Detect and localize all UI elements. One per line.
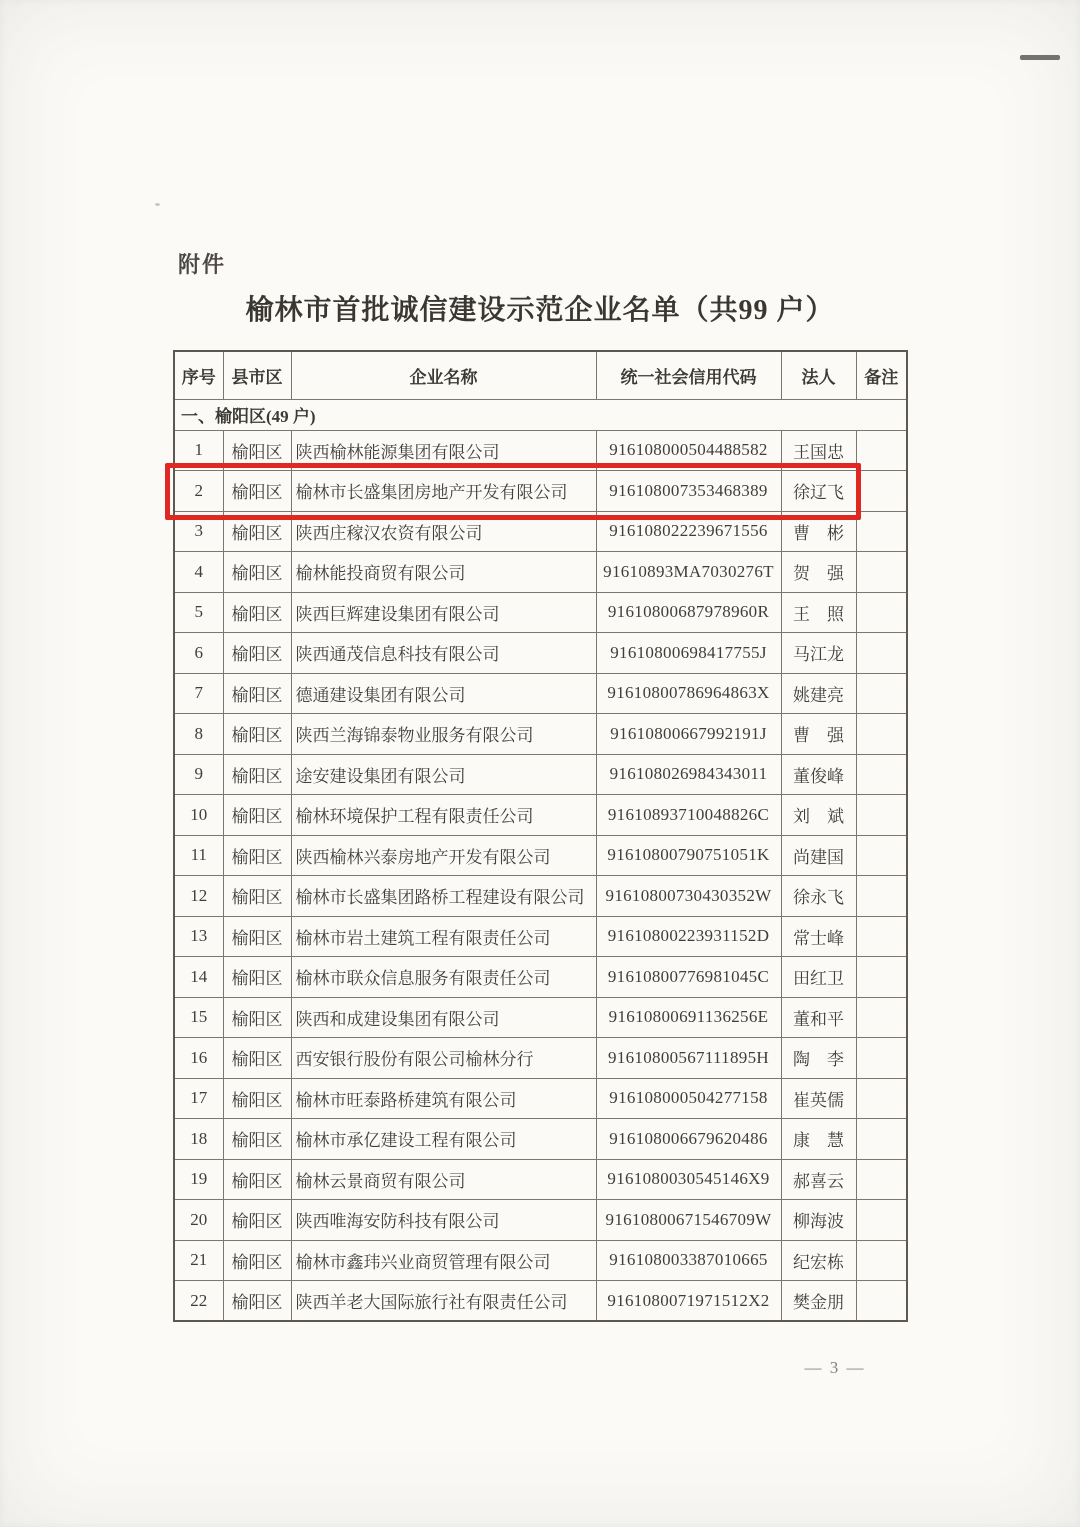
- cell-remark: [856, 957, 907, 998]
- cell-no: 8: [174, 714, 223, 755]
- cell-district: 榆阳区: [223, 1240, 291, 1281]
- cell-no: 7: [174, 673, 223, 714]
- cell-code: 91610800776981045C: [596, 957, 781, 998]
- cell-legal: 柳海波: [781, 1200, 856, 1241]
- cell-district: 榆阳区: [223, 957, 291, 998]
- cell-company: 德通建设集团有限公司: [291, 673, 596, 714]
- cell-remark: [856, 1078, 907, 1119]
- cell-code: 91610800687978960R: [596, 592, 781, 633]
- table-row: [174, 1281, 907, 1322]
- cell-district: 榆阳区: [223, 1281, 291, 1322]
- table-row: [174, 1240, 907, 1281]
- column-header-district: 县市区: [223, 351, 291, 399]
- cell-legal: 尚建国: [781, 835, 856, 876]
- table-row: [174, 997, 907, 1038]
- cell-district: 榆阳区: [223, 876, 291, 917]
- cell-district: 榆阳区: [223, 1078, 291, 1119]
- cell-district: 榆阳区: [223, 673, 291, 714]
- cell-code: 91610800223931152D: [596, 916, 781, 957]
- cell-code: 91610800671546709W: [596, 1200, 781, 1241]
- cell-district: 榆阳区: [223, 1159, 291, 1200]
- table-row: [174, 876, 907, 917]
- cell-code: 91610800730430352W: [596, 876, 781, 917]
- cell-remark: [856, 552, 907, 593]
- section-header-label: 一、榆阳区(49 户): [174, 399, 907, 430]
- cell-district: 榆阳区: [223, 754, 291, 795]
- cell-remark: [856, 430, 907, 471]
- cell-legal: 徐辽飞: [781, 471, 856, 512]
- cell-company: 西安银行股份有限公司榆林分行: [291, 1038, 596, 1079]
- cell-remark: [856, 835, 907, 876]
- cell-legal: 王国忠: [781, 430, 856, 471]
- cell-district: 榆阳区: [223, 592, 291, 633]
- page-number: — 3 —: [804, 1358, 866, 1377]
- cell-remark: [856, 633, 907, 674]
- table-row: [174, 511, 907, 552]
- cell-district: 榆阳区: [223, 997, 291, 1038]
- cell-remark: [856, 876, 907, 917]
- cell-no: 3: [174, 511, 223, 552]
- cell-legal: 王 照: [781, 592, 856, 633]
- cell-company: 陕西和成建设集团有限公司: [291, 997, 596, 1038]
- cell-legal: 纪宏栋: [781, 1240, 856, 1281]
- cell-no: 16: [174, 1038, 223, 1079]
- cell-district: 榆阳区: [223, 552, 291, 593]
- cell-district: 榆阳区: [223, 633, 291, 674]
- cell-company: 榆林云景商贸有限公司: [291, 1159, 596, 1200]
- cell-code: 916108022239671556: [596, 511, 781, 552]
- table-row: [174, 471, 907, 512]
- cell-no: 14: [174, 957, 223, 998]
- cell-code: 91610893710048826C: [596, 795, 781, 836]
- cell-district: 榆阳区: [223, 471, 291, 512]
- table-row: [174, 1200, 907, 1241]
- cell-no: 11: [174, 835, 223, 876]
- cell-code: 916108007353468389: [596, 471, 781, 512]
- cell-code: 916108000504277158: [596, 1078, 781, 1119]
- cell-no: 22: [174, 1281, 223, 1322]
- cell-district: 榆阳区: [223, 714, 291, 755]
- cell-remark: [856, 916, 907, 957]
- cell-company: 榆林能投商贸有限公司: [291, 552, 596, 593]
- cell-no: 21: [174, 1240, 223, 1281]
- cell-no: 10: [174, 795, 223, 836]
- column-header-remark: 备注: [856, 351, 907, 399]
- cell-district: 榆阳区: [223, 795, 291, 836]
- cell-company: 陕西羊老大国际旅行社有限责任公司: [291, 1281, 596, 1322]
- cell-remark: [856, 1159, 907, 1200]
- cell-company: 榆林市岩土建筑工程有限责任公司: [291, 916, 596, 957]
- cell-company: 榆林市鑫玮兴业商贸管理有限公司: [291, 1240, 596, 1281]
- cell-code: 91610800790751051K: [596, 835, 781, 876]
- cell-legal: 田红卫: [781, 957, 856, 998]
- cell-no: 12: [174, 876, 223, 917]
- cell-no: 2: [174, 471, 223, 512]
- cell-district: 榆阳区: [223, 835, 291, 876]
- cell-legal: 董和平: [781, 997, 856, 1038]
- cell-district: 榆阳区: [223, 1119, 291, 1160]
- page-title: 榆林市首批诚信建设示范企业名单（共99 户）: [245, 295, 835, 326]
- cell-legal: 陶 李: [781, 1038, 856, 1079]
- cell-company: 陕西兰海锦泰物业服务有限公司: [291, 714, 596, 755]
- cell-remark: [856, 471, 907, 512]
- cell-company: 陕西庄稼汉农资有限公司: [291, 511, 596, 552]
- table-row: [174, 1119, 907, 1160]
- cell-code: 91610800698417755J: [596, 633, 781, 674]
- cell-company: 榆林市长盛集团路桥工程建设有限公司: [291, 876, 596, 917]
- cell-remark: [856, 1200, 907, 1241]
- attachment-label: 附件: [178, 252, 227, 277]
- scan-artifact: [155, 203, 160, 206]
- table-header-row: [174, 351, 907, 399]
- cell-code: 916108000504488582: [596, 430, 781, 471]
- cell-code: 9161080030545146X9: [596, 1159, 781, 1200]
- cell-remark: [856, 795, 907, 836]
- cell-legal: 曹 强: [781, 714, 856, 755]
- cell-remark: [856, 592, 907, 633]
- cell-code: 916108026984343011: [596, 754, 781, 795]
- cell-remark: [856, 754, 907, 795]
- table-row: [174, 1078, 907, 1119]
- cell-company: 途安建设集团有限公司: [291, 754, 596, 795]
- cell-remark: [856, 1281, 907, 1322]
- cell-code: 916108006679620486: [596, 1119, 781, 1160]
- cell-legal: 康 慧: [781, 1119, 856, 1160]
- cell-no: 19: [174, 1159, 223, 1200]
- cell-no: 6: [174, 633, 223, 674]
- cell-no: 13: [174, 916, 223, 957]
- cell-code: 91610893MA7030276T: [596, 552, 781, 593]
- table-row: [174, 714, 907, 755]
- cell-legal: 崔英儒: [781, 1078, 856, 1119]
- cell-code: 91610800786964863X: [596, 673, 781, 714]
- table-row: [174, 673, 907, 714]
- table-row: [174, 754, 907, 795]
- column-header-no: 序号: [174, 351, 223, 399]
- cell-company: 陕西通茂信息科技有限公司: [291, 633, 596, 674]
- cell-district: 榆阳区: [223, 430, 291, 471]
- table-row: [174, 633, 907, 674]
- column-header-legal: 法人: [781, 351, 856, 399]
- cell-district: 榆阳区: [223, 916, 291, 957]
- enterprise-table-container: [173, 350, 906, 1322]
- table-row: [174, 916, 907, 957]
- cell-legal: 刘 斌: [781, 795, 856, 836]
- cell-remark: [856, 1119, 907, 1160]
- cell-code: 91610800691136256E: [596, 997, 781, 1038]
- cell-code: 9161080071971512X2: [596, 1281, 781, 1322]
- cell-legal: 樊金朋: [781, 1281, 856, 1322]
- cell-remark: [856, 714, 907, 755]
- cell-legal: 马江龙: [781, 633, 856, 674]
- cell-legal: 郝喜云: [781, 1159, 856, 1200]
- table-body: [174, 399, 907, 1321]
- cell-remark: [856, 1240, 907, 1281]
- table-row: [174, 795, 907, 836]
- cell-no: 18: [174, 1119, 223, 1160]
- cell-remark: [856, 511, 907, 552]
- cell-legal: 姚建亮: [781, 673, 856, 714]
- cell-company: 陕西榆林兴泰房地产开发有限公司: [291, 835, 596, 876]
- cell-no: 17: [174, 1078, 223, 1119]
- cell-legal: 常士峰: [781, 916, 856, 957]
- table-row: [174, 552, 907, 593]
- cell-company: 陕西唯海安防科技有限公司: [291, 1200, 596, 1241]
- cell-company: 榆林市长盛集团房地产开发有限公司: [291, 471, 596, 512]
- cell-company: 榆林市旺泰路桥建筑有限公司: [291, 1078, 596, 1119]
- cell-legal: 徐永飞: [781, 876, 856, 917]
- cell-district: 榆阳区: [223, 511, 291, 552]
- column-header-company: 企业名称: [291, 351, 596, 399]
- table-row: [174, 430, 907, 471]
- cell-remark: [856, 997, 907, 1038]
- enterprise-table: [173, 350, 908, 1322]
- cell-district: 榆阳区: [223, 1200, 291, 1241]
- column-header-code: 统一社会信用代码: [596, 351, 781, 399]
- cell-no: 9: [174, 754, 223, 795]
- cell-code: 91610800667992191J: [596, 714, 781, 755]
- cell-code: 91610800567111895H: [596, 1038, 781, 1079]
- cell-no: 1: [174, 430, 223, 471]
- section-header-row: [174, 399, 907, 430]
- cell-company: 榆林环境保护工程有限责任公司: [291, 795, 596, 836]
- cell-remark: [856, 673, 907, 714]
- cell-remark: [856, 1038, 907, 1079]
- table-row: [174, 835, 907, 876]
- cell-legal: 贺 强: [781, 552, 856, 593]
- cell-legal: 董俊峰: [781, 754, 856, 795]
- cell-district: 榆阳区: [223, 1038, 291, 1079]
- table-row: [174, 1038, 907, 1079]
- cell-no: 15: [174, 997, 223, 1038]
- cell-no: 20: [174, 1200, 223, 1241]
- table-row: [174, 957, 907, 998]
- table-row: [174, 1159, 907, 1200]
- scan-corner-mark: [1020, 55, 1060, 60]
- cell-company: 陕西榆林能源集团有限公司: [291, 430, 596, 471]
- cell-company: 陕西巨辉建设集团有限公司: [291, 592, 596, 633]
- cell-no: 4: [174, 552, 223, 593]
- cell-code: 916108003387010665: [596, 1240, 781, 1281]
- table-row: [174, 592, 907, 633]
- cell-company: 榆林市联众信息服务有限责任公司: [291, 957, 596, 998]
- cell-no: 5: [174, 592, 223, 633]
- cell-company: 榆林市承亿建设工程有限公司: [291, 1119, 596, 1160]
- cell-legal: 曹 彬: [781, 511, 856, 552]
